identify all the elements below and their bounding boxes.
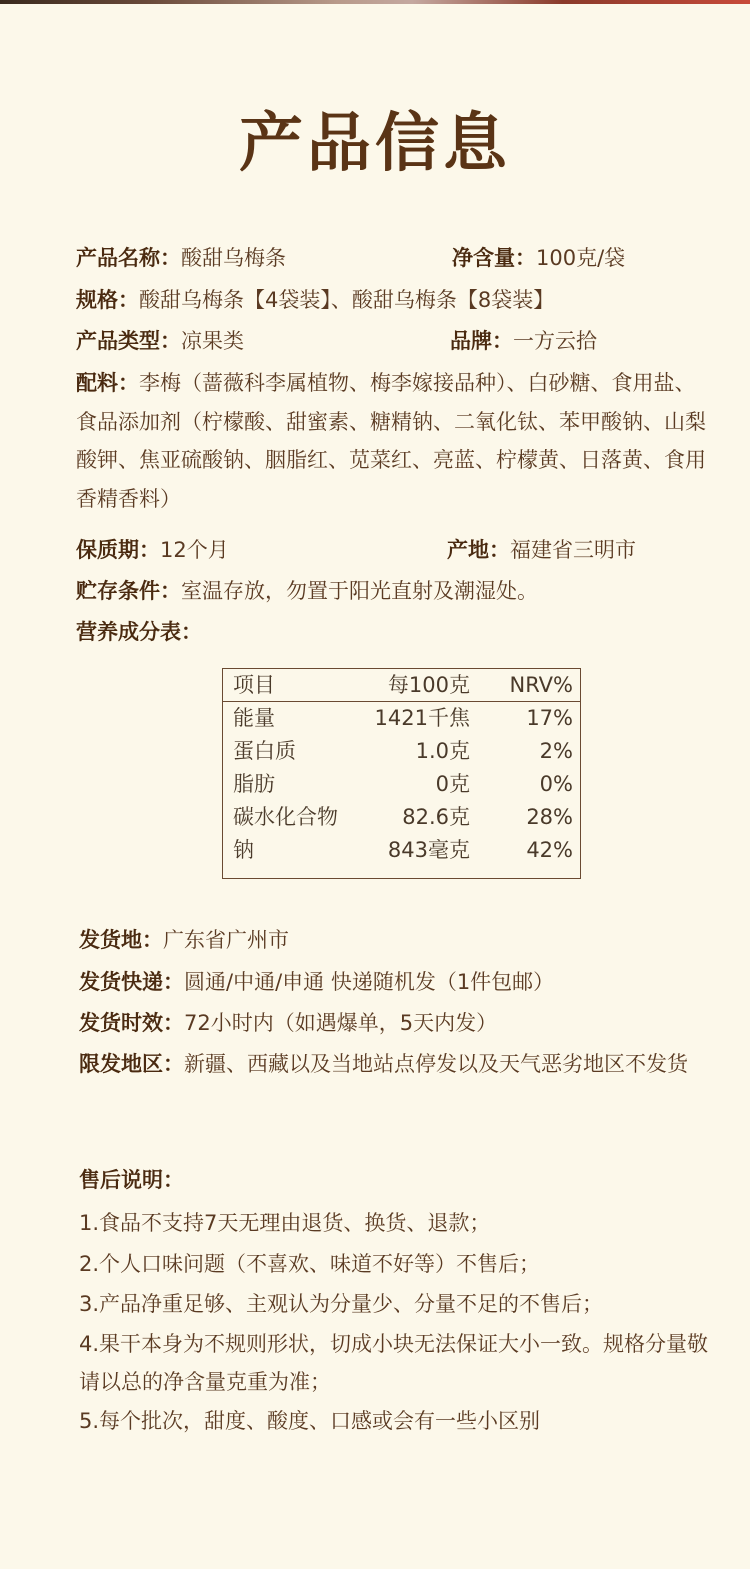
nutrition-cell: 28% (526, 805, 573, 829)
net-content-row (452, 243, 625, 273)
product-name-row (76, 243, 286, 273)
nutrition-row-sodium (223, 834, 580, 867)
restricted-regions-block (79, 1045, 715, 1084)
storage-label: 贮存条件： (76, 579, 181, 603)
courier-row (79, 967, 554, 997)
brand-label: 品牌： (450, 329, 513, 353)
nutrition-cell: 碳水化合物 (233, 805, 338, 829)
restricted-value: 新疆、西藏以及当地站点停发以及天气恶劣地区不发货 (184, 1052, 688, 1076)
aftersale-item: 2.个人口味问题（不喜欢、味道不好等）不售后； (79, 1251, 541, 1276)
origin-label: 产地： (447, 538, 510, 562)
nutrition-row-fat (223, 768, 580, 801)
ship-time-label: 发货时效： (79, 1011, 184, 1035)
product-type-value: 凉果类 (181, 329, 244, 353)
nutrition-cell: 82.6克 (402, 805, 470, 829)
nutrition-cell: 钠 (233, 838, 254, 862)
brand-value: 一方云拾 (513, 329, 597, 353)
page-title: 产品信息 (239, 106, 511, 181)
origin-value: 福建省三明市 (510, 538, 636, 562)
nutrition-cell: 17% (526, 706, 573, 730)
nutrition-label: 营养成分表： (76, 620, 202, 644)
courier-label: 发货快递： (79, 970, 184, 994)
origin-row (447, 535, 636, 565)
restricted-label: 限发地区： (79, 1052, 184, 1076)
product-type-row (76, 326, 244, 356)
aftersale-item: 4.果干本身为不规则形状，切成小块无法保证大小一致。规格分量敬请以总的净含量克重为准； (79, 1331, 709, 1394)
shelf-life-label: 保质期： (76, 538, 160, 562)
nutrition-cell: 能量 (233, 706, 275, 730)
ship-from-row (79, 925, 289, 955)
ship-from-value: 广东省广州市 (163, 928, 289, 952)
spec-label: 规格： (76, 288, 139, 312)
nutrition-cell: 1421千焦 (374, 706, 470, 730)
storage-row (76, 576, 538, 606)
nutrition-header-item: 项目 (233, 673, 275, 697)
net-content-label: 净含量： (452, 246, 536, 270)
ingredients-label: 配料： (76, 371, 139, 395)
aftersale-list (79, 1203, 719, 1441)
nutrition-cell: 42% (526, 838, 573, 862)
nutrition-cell: 843毫克 (387, 838, 470, 862)
net-content-value: 100克/袋 (536, 246, 626, 270)
ship-time-row (79, 1008, 497, 1038)
storage-value: 室温存放，勿置于阳光直射及潮湿处。 (181, 579, 538, 603)
nutrition-header-nrv: NRV% (509, 673, 573, 697)
ship-from-label: 发货地： (79, 928, 163, 952)
product-type-label: 产品类型： (76, 329, 181, 353)
shelf-life-row (76, 535, 229, 565)
shelf-life-value: 12个月 (160, 538, 229, 562)
nutrition-header-per100: 每100克 (387, 673, 470, 697)
product-name-value: 酸甜乌梅条 (181, 246, 286, 270)
nutrition-cell: 蛋白质 (233, 739, 296, 763)
nutrition-row-energy (223, 702, 580, 735)
aftersale-item: 5.每个批次，甜度、酸度、口感或会有一些小区别 (79, 1408, 541, 1433)
nutrition-cell: 脂肪 (233, 772, 275, 796)
aftersale-item: 3.产品净重足够、主观认为分量少、分量不足的不售后； (79, 1292, 604, 1316)
nutrition-cell: 0% (539, 772, 573, 796)
aftersale-label: 售后说明： (79, 1168, 184, 1192)
nutrition-cell: 1.0克 (415, 739, 470, 763)
courier-value: 圆通/中通/申通 快递随机发（1件包邮） (184, 970, 555, 994)
aftersale-item: 1.食品不支持7天无理由退货、换货、退款； (79, 1211, 491, 1235)
nutrition-header-row (223, 669, 580, 702)
aftersale-heading-row (79, 1165, 184, 1195)
nutrition-cell: 2% (539, 739, 573, 763)
spec-value: 酸甜乌梅条【4袋装】、酸甜乌梅条【8袋装】 (139, 288, 555, 312)
nutrition-row-protein (223, 735, 580, 768)
nutrition-row-carbs (223, 801, 580, 834)
ingredients-value: 李梅（蔷薇科李属植物、梅李嫁接品种）、白砂糖、食用盐、食品添加剂（柠檬酸、甜蜜素、糖精钠、二氧化钛、苯甲酸钠、山梨酸钾、焦亚硫酸钠、胭脂红、苋菜红、亮蓝、柠檬黄、日落黄、食用香精香料） (76, 371, 706, 511)
ship-time-value: 72小时内（如遇爆单，5天内发） (184, 1011, 498, 1035)
nutrition-heading-row (76, 617, 202, 647)
product-name-label: 产品名称： (76, 246, 181, 270)
brand-row (450, 326, 597, 356)
top-banner-strip (0, 0, 750, 4)
ingredients-block (76, 364, 716, 518)
nutrition-table (222, 668, 581, 879)
spec-row (76, 285, 554, 315)
nutrition-cell: 0克 (435, 772, 470, 796)
